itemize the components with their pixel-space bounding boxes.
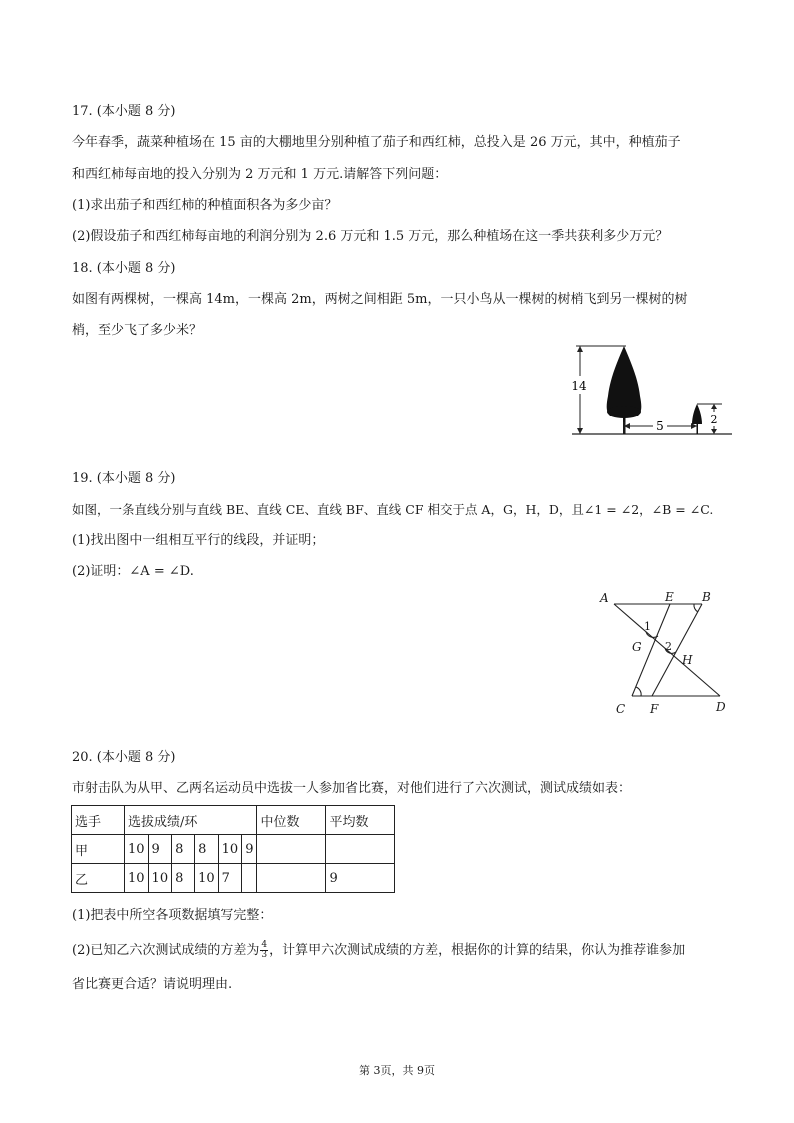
- table-row: [72, 864, 395, 893]
- header-mean: 平均数: [326, 806, 395, 835]
- q18-text-line1: 如图有两棵树，一棵高 14m，一棵高 2m，两树之间相距 5m，一只小鸟从一棵树的树梢飞到另一棵树的树: [72, 292, 688, 307]
- median-cell: [257, 835, 326, 864]
- page-footer: 第 3页，共 9页: [359, 1064, 435, 1077]
- label-G: G: [632, 640, 642, 654]
- score-cell: 10: [125, 835, 149, 864]
- score-cell: 7: [218, 864, 242, 893]
- label-D: D: [716, 700, 726, 714]
- q20-part2-line2: 省比赛更合适？请说明理由.: [72, 977, 233, 992]
- q20-part2-text-b: ，计算甲六次测试成绩的方差，根据你的计算的结果，你认为推荐谁参加: [269, 943, 686, 958]
- q20-part1: (1)把表中所空各项数据填写完整：: [72, 908, 273, 923]
- q19-text-line1: 如图，一条直线分别与直线 BE、直线 CE、直线 BF、直线 CF 相交于点 A，G，H，D，且∠1 = ∠2，∠B = ∠C.: [72, 502, 714, 517]
- label-A: A: [600, 591, 609, 605]
- score-cell: [242, 864, 257, 893]
- label-H: H: [682, 653, 693, 667]
- score-cell: 9: [242, 835, 257, 864]
- q18-text-line2: 梢，至少飞了多少米？: [72, 323, 203, 338]
- short-tree: [692, 404, 702, 434]
- player-name: 甲: [72, 835, 125, 864]
- score-cell: 10: [148, 864, 172, 893]
- angle-B-arc: [694, 604, 698, 612]
- fraction-denominator: 3: [261, 950, 268, 960]
- fraction-numerator: 4: [261, 940, 268, 950]
- q17-text-line1: 今年春季，蔬菜种植场在 15 亩的大棚地里分别种植了茄子和西红柿，总投入是 26 万元，其中，种植茄子: [72, 135, 681, 150]
- q20-part2-line1: [72, 941, 685, 960]
- q17-header: 17. (本小题 8 分): [72, 104, 176, 119]
- header-player: 选手: [72, 806, 125, 835]
- geometry-figure: [592, 584, 742, 720]
- angle-2-label: 2: [665, 640, 672, 653]
- tall-arrow-down: [577, 428, 583, 434]
- tall-tree-height-label: 14: [571, 379, 587, 393]
- distance-label: 5: [656, 419, 664, 433]
- score-cell: 8: [172, 864, 195, 893]
- scores-table: [71, 805, 395, 893]
- q17-part2: (2)假设茄子和西红柿每亩地的利润分别为 2.6 万元和 1.5 万元，那么种植场在这一季共获利多少万元？: [72, 229, 669, 244]
- header-median: 中位数: [257, 806, 326, 835]
- label-B: B: [702, 590, 711, 604]
- label-C: C: [616, 702, 626, 716]
- line-BF: [652, 604, 702, 696]
- trees-figure: [566, 338, 736, 438]
- variance-fraction: [260, 941, 268, 960]
- q20-text-line1: 市射击队为从甲、乙两名运动员中选拔一人参加省比赛，对他们进行了六次测试，测试成绩如表：: [72, 781, 632, 796]
- mean-cell: [326, 835, 395, 864]
- score-cell: 9: [148, 835, 172, 864]
- q17-text-line2: 和西红柿每亩地的投入分别为 2 万元和 1 万元.请解答下列问题：: [72, 167, 448, 182]
- header-scores: 选拔成绩/环: [125, 806, 257, 835]
- tall-arrow-up: [577, 346, 583, 352]
- player-name: 乙: [72, 864, 125, 893]
- q19-part2: (2)证明：∠A = ∠D.: [72, 564, 194, 579]
- q19-header: 19. (本小题 8 分): [72, 471, 176, 486]
- median-cell: [257, 864, 326, 893]
- label-E: E: [665, 590, 674, 604]
- q18-header: 18. (本小题 8 分): [72, 261, 176, 276]
- label-F: F: [650, 702, 659, 716]
- tall-tree: [607, 346, 642, 434]
- q19-part1: (1)找出图中一组相互平行的线段，并证明；: [72, 533, 325, 548]
- table-header-row: [72, 806, 395, 835]
- angle-C-arc: [636, 687, 641, 696]
- q17-part1: (1)求出茄子和西红柿的种植面积各为多少亩？: [72, 198, 338, 213]
- q20-part2-text-a: (2)已知乙六次测试成绩的方差为: [72, 943, 260, 958]
- score-cell: 8: [195, 835, 219, 864]
- mean-cell: 9: [326, 864, 395, 893]
- q20-header: 20. (本小题 8 分): [72, 750, 176, 765]
- score-cell: 10: [218, 835, 242, 864]
- score-cell: 10: [195, 864, 219, 893]
- short-tree-height-label: 2: [710, 413, 718, 426]
- angle-1-label: 1: [644, 620, 651, 633]
- score-cell: 8: [172, 835, 195, 864]
- score-cell: 10: [125, 864, 149, 893]
- table-row: [72, 835, 395, 864]
